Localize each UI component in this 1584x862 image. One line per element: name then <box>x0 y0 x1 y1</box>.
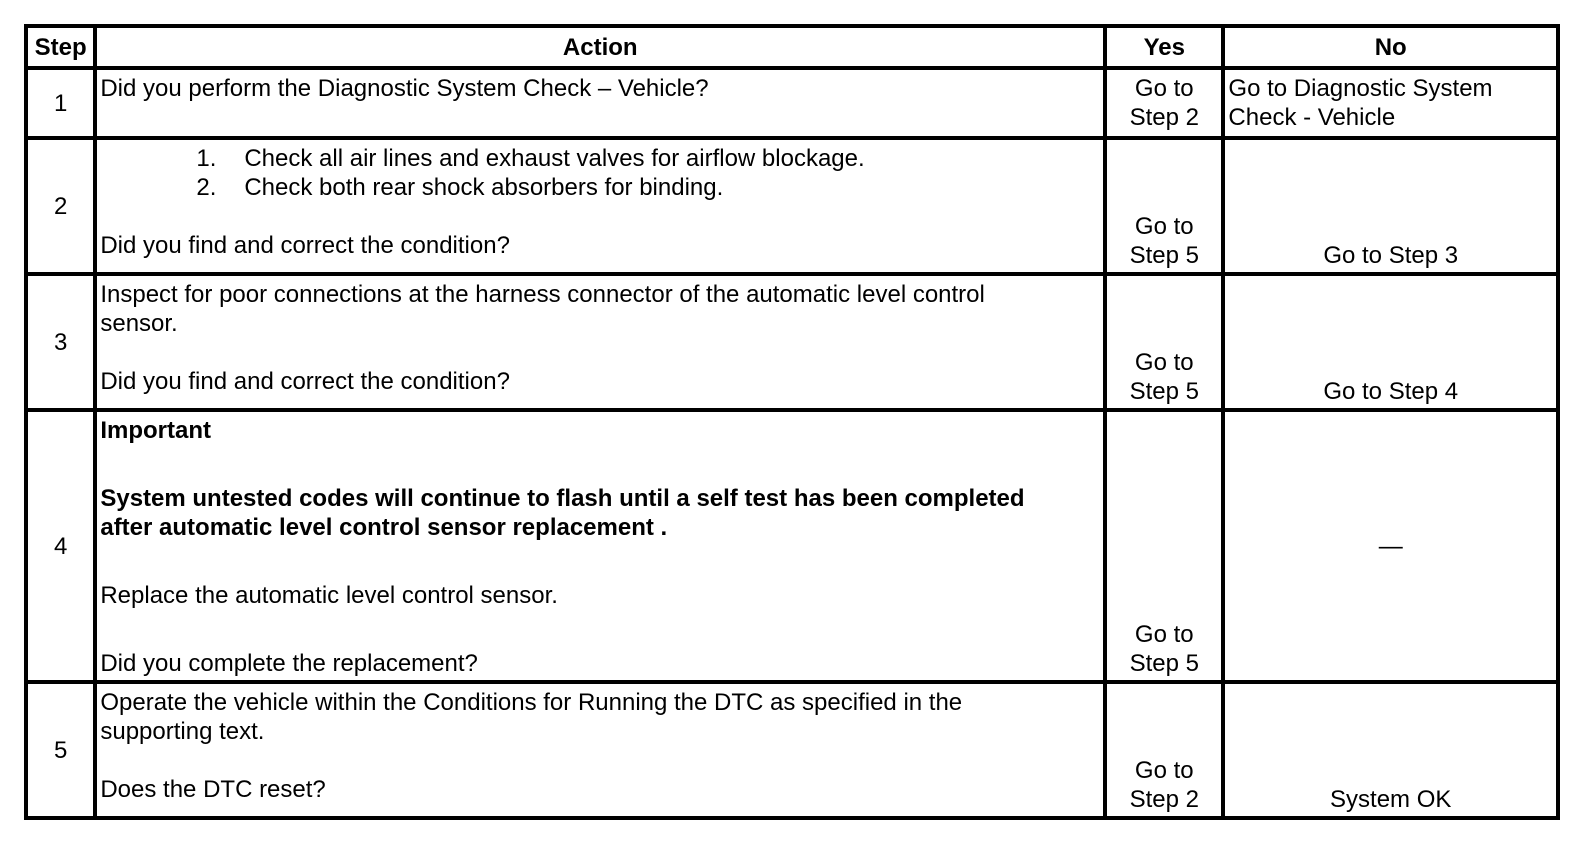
numbered-list <box>196 144 1100 202</box>
important-label: Important <box>100 417 212 444</box>
yes-line-2: Step 5 <box>1129 650 1199 677</box>
list-item <box>196 173 1100 202</box>
yes-cell <box>1105 68 1223 138</box>
action-line-2: supporting text. <box>100 718 265 745</box>
action-cell <box>95 682 1105 818</box>
list-item-number: 2. <box>196 174 217 201</box>
diagnostic-table <box>24 24 1560 820</box>
table-row-step-2 <box>26 138 1558 274</box>
step-number: 4 <box>26 410 95 682</box>
header-action: Action <box>95 26 1105 68</box>
header-row <box>26 26 1558 68</box>
yes-line-2: Step 2 <box>1129 786 1199 813</box>
list-item-text: Check both rear shock absorbers for binding. <box>244 174 724 201</box>
yes-cell <box>1105 274 1223 410</box>
yes-line-2: Step 2 <box>1129 104 1199 131</box>
yes-cell <box>1105 682 1223 818</box>
step-number: 2 <box>26 138 95 274</box>
step-number: 3 <box>26 274 95 410</box>
no-line-1: Go to Diagnostic System <box>1228 75 1493 102</box>
important-line-2: after automatic level control sensor replacement . <box>100 514 668 541</box>
no-line-2: Check - Vehicle <box>1228 104 1396 131</box>
list-item <box>196 144 1100 173</box>
important-line-1: System untested codes will continue to flash until a self test has been completed <box>100 485 1025 512</box>
no-cell <box>1223 68 1558 138</box>
no-cell: — <box>1223 410 1558 682</box>
list-item-number: 1. <box>196 145 217 172</box>
yes-line-1: Go to <box>1134 213 1194 240</box>
yes-line-2: Step 5 <box>1129 242 1199 269</box>
table-row-step-5 <box>26 682 1558 818</box>
no-cell: System OK <box>1223 682 1558 818</box>
no-cell: Go to Step 4 <box>1223 274 1558 410</box>
yes-line-1: Go to <box>1134 75 1194 102</box>
yes-cell <box>1105 410 1223 682</box>
action-question: Did you perform the Diagnostic System Check – Vehicle? <box>100 75 709 102</box>
action-line-1: Replace the automatic level control sensor. <box>100 582 558 609</box>
action-cell <box>95 274 1105 410</box>
yes-line-2: Step 5 <box>1129 378 1199 405</box>
action-line-2: sensor. <box>100 310 178 337</box>
action-question: Does the DTC reset? <box>100 776 326 803</box>
action-line-1: Operate the vehicle within the Conditions for Running the DTC as specified in the <box>100 689 963 716</box>
yes-line-1: Go to <box>1134 621 1194 648</box>
action-cell <box>95 68 1105 138</box>
action-cell <box>95 410 1105 682</box>
no-cell: Go to Step 3 <box>1223 138 1558 274</box>
yes-line-1: Go to <box>1134 757 1194 784</box>
action-question: Did you complete the replacement? <box>100 650 478 677</box>
table-row-step-1 <box>26 68 1558 138</box>
action-line-1: Inspect for poor connections at the harness connector of the automatic level control <box>100 281 985 308</box>
list-item-text: Check all air lines and exhaust valves for airflow blockage. <box>244 145 865 172</box>
yes-line-1: Go to <box>1134 349 1194 376</box>
table-row-step-3 <box>26 274 1558 410</box>
header-step: Step <box>26 26 95 68</box>
action-question: Did you find and correct the condition? <box>100 232 510 259</box>
yes-cell <box>1105 138 1223 274</box>
header-no: No <box>1223 26 1558 68</box>
header-yes: Yes <box>1105 26 1223 68</box>
step-number: 1 <box>26 68 95 138</box>
table-row-step-4 <box>26 410 1558 682</box>
action-question: Did you find and correct the condition? <box>100 368 510 395</box>
step-number: 5 <box>26 682 95 818</box>
action-cell <box>95 138 1105 274</box>
